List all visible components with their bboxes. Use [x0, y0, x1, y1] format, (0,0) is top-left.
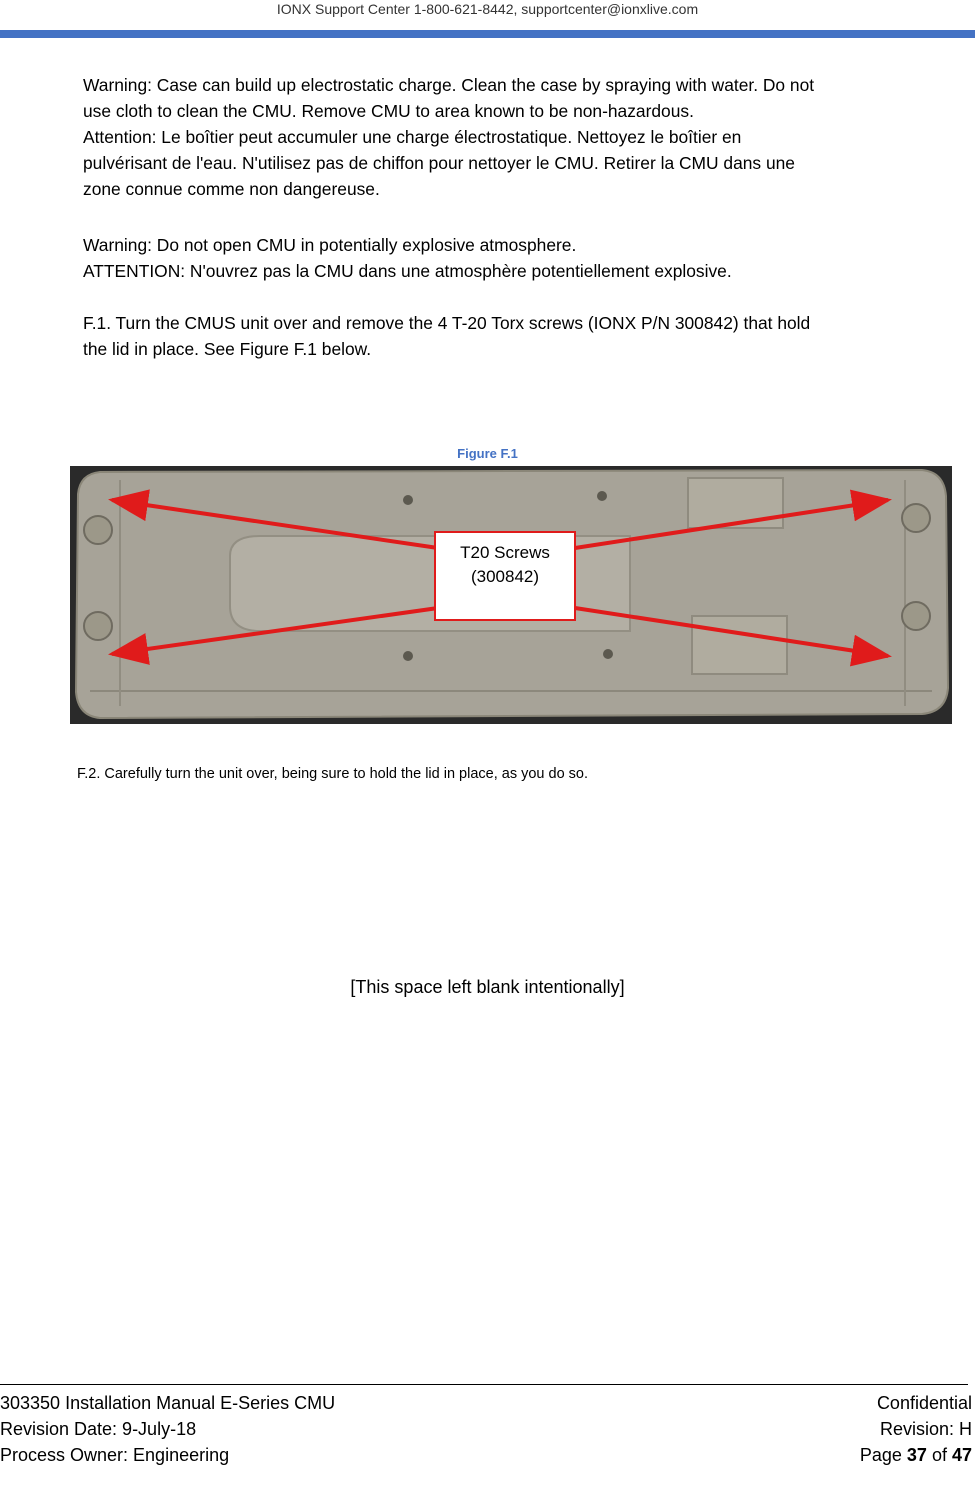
screw-boss-bottom-left: [84, 612, 112, 640]
figure-caption: Figure F.1: [457, 446, 518, 461]
callout-label: T20 Screws: [460, 543, 550, 562]
lid-compartment-bottom: [692, 616, 787, 674]
footer-revision-date: Revision Date: 9-July-18: [0, 1419, 197, 1439]
header-bar: [0, 30, 975, 38]
screw-boss-top-right: [902, 504, 930, 532]
footer-process-owner: Process Owner: Engineering: [0, 1445, 230, 1465]
footer-divider: [0, 1384, 968, 1385]
warning-explosive-fr: ATTENTION: N'ouvrez pas la CMU dans une atmosphère potentiellement explosive.: [83, 261, 732, 281]
callout-part-number: (300842): [470, 567, 540, 586]
warning-explosive-en: Warning: Do not open CMU in potentially explosive atmosphere.: [83, 235, 577, 255]
screw-boss-bottom-right: [902, 602, 930, 630]
footer-row-3: [0, 1442, 972, 1468]
lid-hole: [603, 649, 613, 659]
warning-fr-line2: pulvérisant de l'eau. N'utilisez pas de chiffon pour nettoyer le CMU. Retirer la CMU dans une: [83, 153, 795, 173]
footer-doc-title: 303350 Installation Manual E-Series CMU: [0, 1393, 336, 1413]
warning-block-explosive: [83, 232, 963, 284]
lid-compartment-top: [688, 478, 783, 528]
footer-page-current: 37: [906, 1445, 927, 1465]
footer-page-total: 47: [951, 1445, 972, 1465]
lid-hole: [403, 495, 413, 505]
blank-space-note: [This space left blank intentionally]: [350, 977, 625, 997]
footer-row-1: [0, 1390, 972, 1416]
step-f1-line2: the lid in place. See Figure F.1 below.: [83, 339, 372, 359]
warning-fr-line1: Attention: Le boîtier peut accumuler une charge électrostatique. Nettoyez le boîtier en: [83, 127, 742, 147]
footer-row-2: [0, 1416, 972, 1442]
footer-page-of: of: [931, 1445, 947, 1465]
screw-boss-top-left: [84, 516, 112, 544]
footer-revision: Revision: H: [879, 1419, 972, 1439]
footer-confidential: Confidential: [876, 1393, 972, 1413]
warning-en-line1: Warning: Case can build up electrostatic charge. Clean the case by spraying with water. Do not: [83, 75, 815, 95]
support-center-header: IONX Support Center 1-800-621-8442, supportcenter@ionxlive.com: [276, 1, 699, 17]
warning-fr-line3: zone connue comme non dangereuse.: [83, 179, 380, 199]
warning-en-line2: use cloth to clean the CMU. Remove CMU to area known to be non-hazardous.: [83, 101, 694, 121]
lid-illustration: [70, 466, 952, 724]
step-f1-line1: F.1. Turn the CMUS unit over and remove the 4 T-20 Torx screws (IONX P/N 300842) that hold: [83, 313, 811, 333]
lid-hole: [403, 651, 413, 661]
lid-hole: [597, 491, 607, 501]
footer-page-number: [860, 1442, 972, 1468]
step-f2: F.2. Carefully turn the unit over, being sure to hold the lid in place, as you do so.: [77, 766, 589, 782]
warning-block-electrostatic: [83, 72, 963, 202]
figure-f1-photo: [70, 466, 952, 724]
footer-page-prefix: Page: [859, 1445, 902, 1465]
step-f1: [83, 310, 963, 362]
